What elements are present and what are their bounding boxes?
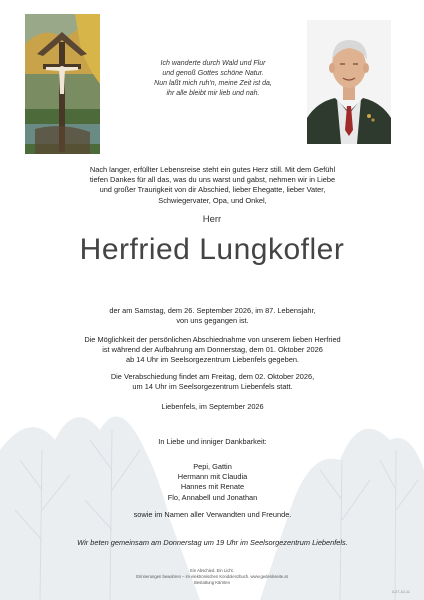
- death-notice-line: der am Samstag, dem 26. September 2026, im 87. Lebensjahr,: [109, 306, 316, 315]
- death-notice: [40, 306, 385, 326]
- mourner: Flo, Annabell und Jonathan: [167, 492, 258, 502]
- place-date: Liebenfels, im September 2026: [161, 402, 264, 411]
- viewing-line: Die Möglichkeit der persönlichen Abschiednahme von unserem lieben Herfried: [84, 335, 341, 344]
- farewell-line: um 14 Uhr im Seelsorgezentrum Liebenfels statt.: [132, 382, 293, 392]
- poem-line: und genoß Gottes schöne Natur.: [162, 70, 264, 77]
- portrait-photo: [307, 20, 391, 144]
- footer-line: Ein Abschied. Ein Licht.: [190, 568, 234, 573]
- viewing-info: [40, 335, 385, 366]
- poem-line: Nun laßt mich ruh'n, meine Zeit ist da,: [154, 80, 272, 87]
- mourners-list: [40, 462, 385, 503]
- prayer-invitation: Wir beten gemeinsam am Donnerstag um 19 Uhr im Seelsorgezentrum Liebenfels.: [77, 538, 348, 547]
- footer-line: Bestattung Kärnten: [194, 579, 230, 585]
- farewell-line: Die Verabschiedung findet am Freitag, dem 02. Oktober 2026,: [110, 372, 315, 381]
- intro-line: Nach langer, erfüllter Lebensreise steht ein gutes Herz still. Mit dem Gefühl: [89, 165, 336, 174]
- mourner: Hermann mit Claudia: [177, 472, 248, 482]
- print-code: 0-27-10-11: [391, 590, 410, 594]
- intro-text: [40, 165, 385, 206]
- wayside-cross-photo: [25, 14, 100, 154]
- intro-line: Schwiegervater, Opa, und Onkel,: [158, 195, 267, 205]
- intro-line: und großer Traurigkeit von dir Abschied, lieber Ehegatte, lieber Vater,: [99, 185, 326, 195]
- deceased-name: Herfried Lungkofler: [79, 233, 345, 266]
- relatives-line: sowie im Namen aller Verwandten und Freunde.: [133, 510, 292, 519]
- salutation: Herr: [202, 214, 222, 225]
- footer-line: Erinnerungen bewahren – im elektronischen Kondolenzbuch. www.gedenkseite.at: [136, 573, 288, 579]
- mourner: Hannes mit Renate: [180, 482, 245, 492]
- gratitude-heading: In Liebe und inniger Dankbarkeit:: [158, 437, 267, 446]
- death-notice-line: von uns gegangen ist.: [176, 316, 249, 326]
- poem-line: Ich wanderte durch Wald und Flur: [160, 60, 266, 67]
- viewing-line: ist während der Aufbahrung am Donnerstag, dem 01. Oktober 2026: [102, 345, 323, 355]
- intro-line: tiefen Dankes für all das, was du uns warst und gabst, nehmen wir in Liebe: [89, 175, 336, 185]
- footer: [0, 568, 424, 585]
- farewell-info: [40, 372, 385, 392]
- poem-line: ihr alle bleibt mir lieb und nah.: [166, 90, 260, 97]
- mourner: Pepi, Gattin: [193, 462, 232, 471]
- viewing-line: ab 14 Uhr im Seelsorgezentrum Liebenfels gegeben.: [126, 355, 299, 365]
- poem: [128, 59, 298, 99]
